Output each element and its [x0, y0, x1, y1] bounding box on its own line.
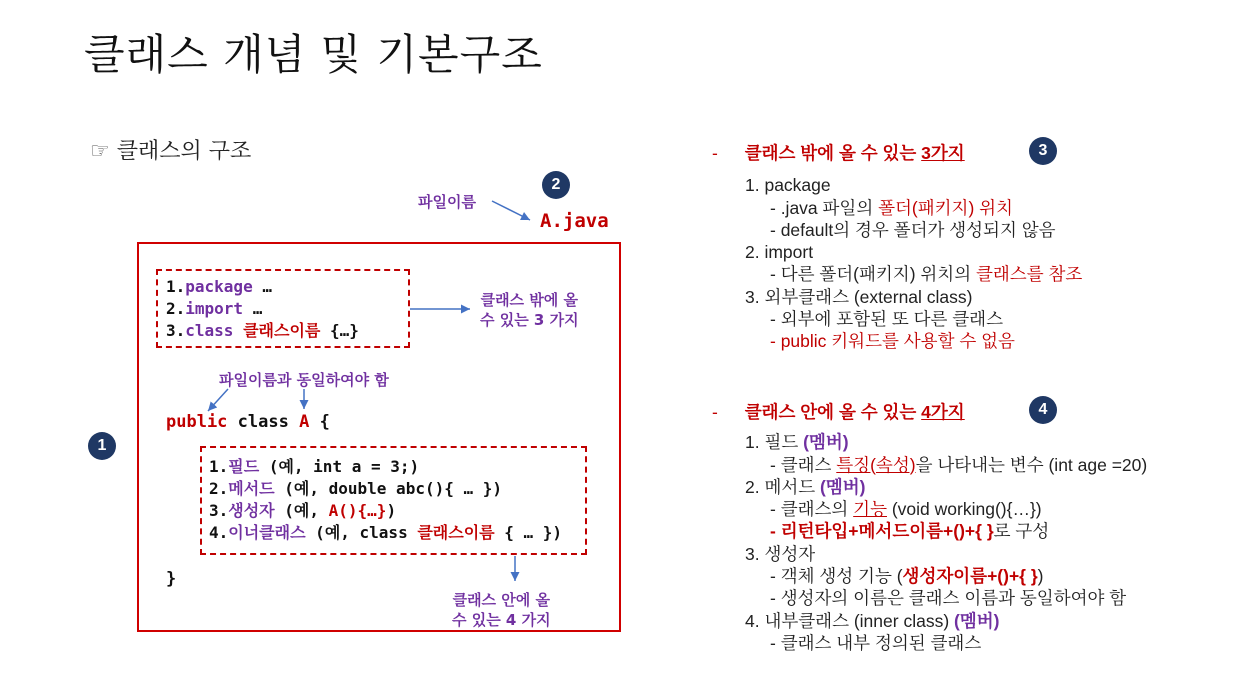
outside-item: 1.package …: [166, 277, 272, 296]
inside-item: 2.메서드 (예, double abc(){ … }): [209, 479, 503, 498]
section-outside: [712, 142, 1082, 353]
same-name-label: 파일이름과 동일하여야 함: [219, 371, 389, 389]
section-outside-heading: - 클래스 밖에 올 수 있는 3가지: [712, 143, 965, 163]
badge-3: 3: [1029, 137, 1057, 165]
outside-label: 클래스 밖에 올 수 있는 3 가지: [480, 291, 579, 329]
section-inside-items: 1. 필드 (멤버) - 클래스 특징(속성)을 나타내는 변수 (int age =20) 2. 메서드 (멤버) - 클래스의 기능 (void working(){…}) - 리턴타입+메서드이름+()+{ }로 구성 3. 생성자 - 객체 생성 기능 (생성자이름+()+{ }) - 생성자의 이름은 클래스 이름과 동일하여야 함 4. 내부클래스 (inner class) (멤버) - 클래스 내부 정의된 클래스: [745, 432, 1148, 653]
inside-item: 1.필드 (예, int a = 3;): [209, 457, 420, 476]
pointing-hand-icon: ☞: [90, 139, 110, 164]
file-name-label: 파일이름: [418, 193, 476, 211]
same-name-arrow-left: [208, 389, 228, 411]
inside-item: 3.생성자 (예, A(){…}): [209, 501, 397, 520]
badge-1: 1: [88, 432, 116, 460]
file-name: A.java: [540, 210, 609, 232]
outside-item: 3.class 클래스이름 {…}: [166, 321, 359, 340]
inside-label: 클래스 안에 올 수 있는 4 가지: [452, 591, 551, 629]
file-name-arrow: [492, 201, 530, 220]
section-outside-items: 1. package - .java 파일의 폴더(패키지) 위치 - default의 경우 폴더가 생성되지 않음 2. import - 다른 폴더(패키지) 위치의 클래스를 참조 3. 외부클래스 (external class) - 외부에 포함된 또 다른 클래스 - public 키워드를 사용할 수 없음: [745, 175, 1083, 352]
outside-item: 2.import …: [166, 299, 263, 318]
class-declaration: public class A {: [166, 412, 330, 432]
badge-2: 2: [542, 171, 570, 199]
closing-brace: }: [166, 569, 177, 589]
inside-item: 4.이너클래스 (예, class 클래스이름 { … }): [209, 523, 563, 542]
badge-4: 4: [1029, 396, 1057, 424]
page-title: 클래스 개념 및 기본구조: [84, 30, 543, 79]
subtitle-text: 클래스의 구조: [116, 139, 252, 164]
section-inside: [712, 401, 1147, 654]
section-inside-heading: - 클래스 안에 올 수 있는 4가지: [712, 402, 965, 422]
